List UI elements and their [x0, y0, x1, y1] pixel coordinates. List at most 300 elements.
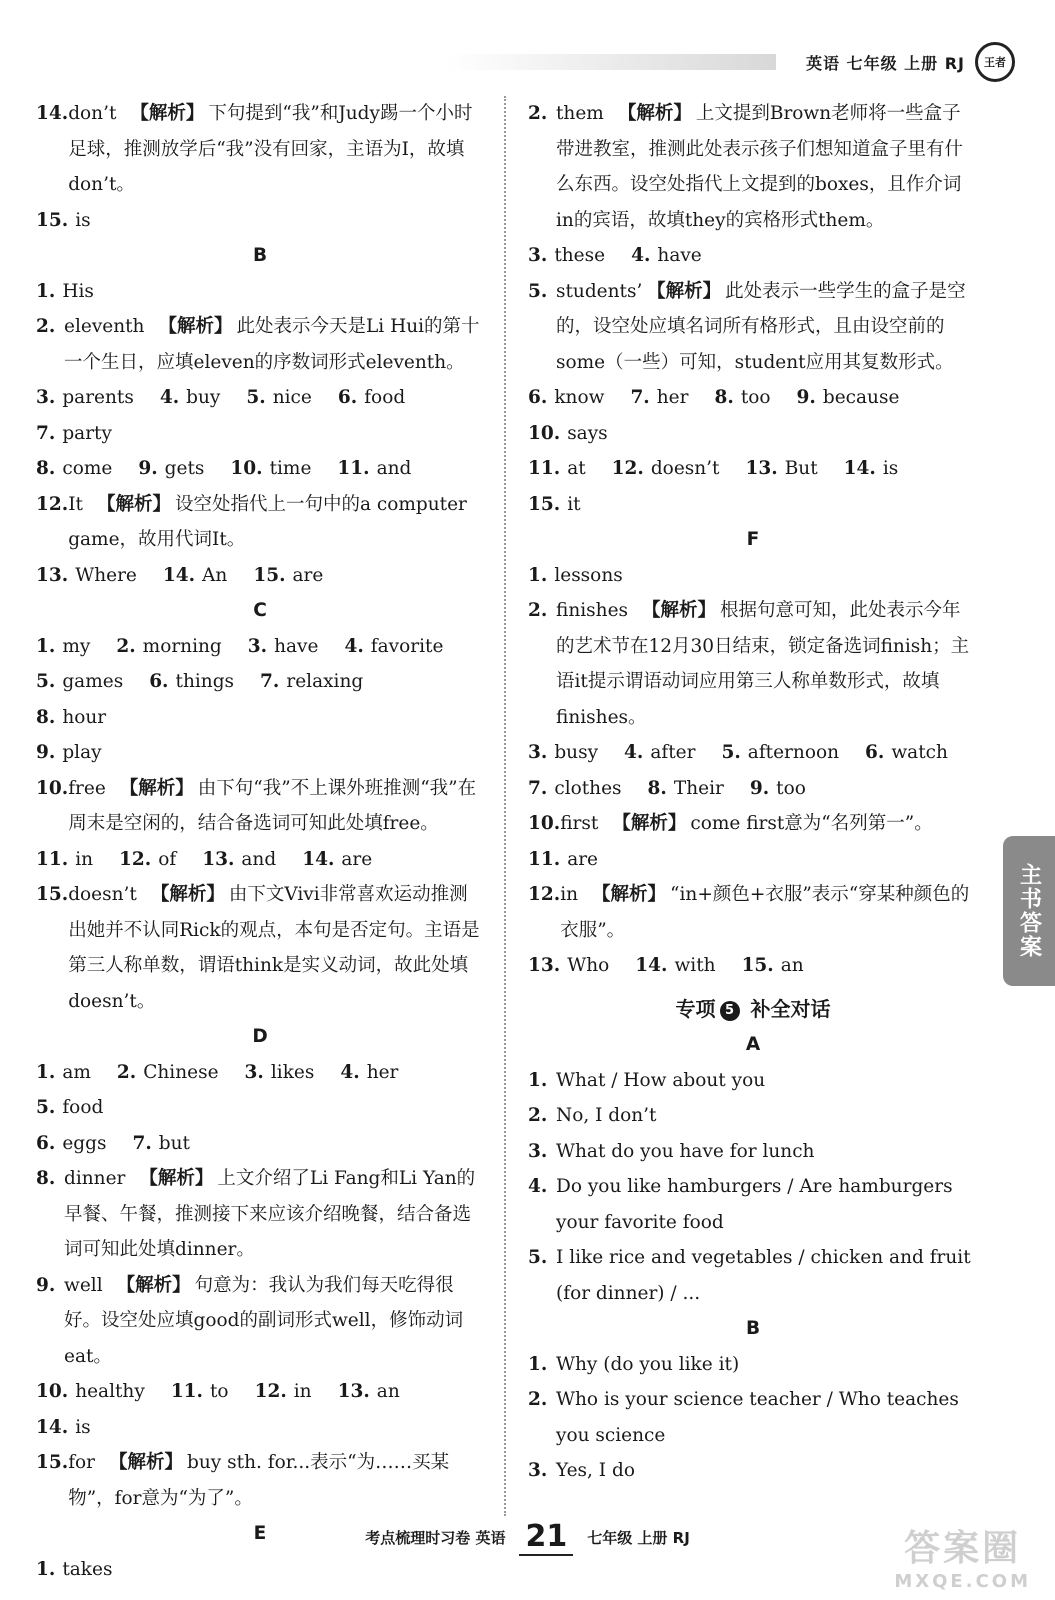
question-number: 1.	[528, 564, 548, 586]
answer-entry	[36, 309, 484, 380]
answer-text: too	[740, 387, 771, 408]
analysis-text: 设空处指代上一句中的a computer game，故用代词It。	[68, 493, 467, 550]
entry-body	[556, 1347, 978, 1383]
entry-body	[68, 487, 484, 558]
answer-entry	[528, 274, 978, 381]
question-number: 8.	[714, 387, 734, 408]
answer-text: gets	[164, 458, 205, 479]
question-number: 2.	[116, 635, 136, 657]
answer-text: students’	[556, 280, 643, 302]
answer-item	[528, 842, 598, 878]
question-number: 7.	[528, 777, 548, 799]
question-number: 4.	[344, 635, 364, 657]
answer-line	[36, 274, 484, 310]
analysis-tag: 【解析】	[130, 103, 205, 124]
answer-text: eggs	[62, 1132, 107, 1154]
question-number: 4.	[624, 742, 644, 763]
question-number: 3.	[528, 245, 548, 266]
topic-prefix: 专项	[675, 996, 716, 1021]
analysis-tag: 【解析】	[656, 280, 722, 302]
question-number: 7.	[260, 671, 280, 692]
answer-entry	[36, 96, 484, 203]
question-number: 10.	[528, 813, 561, 834]
answer-text: of	[158, 848, 177, 870]
answer-text: to	[210, 1381, 229, 1402]
answer-item	[116, 629, 221, 665]
answer-line	[36, 203, 484, 239]
answer-line	[528, 771, 978, 807]
question-number: 13.	[528, 955, 561, 976]
answer-item	[528, 771, 622, 807]
answer-text: after	[650, 742, 696, 763]
question-number: 1.	[36, 635, 56, 657]
section-heading: F	[746, 529, 760, 550]
analysis-text: 句意为：我认为我们每天吃得很好。设空处应填good的副词形式well，修饰动词eat。	[64, 1274, 464, 1367]
answer-item	[528, 238, 605, 274]
analysis-tag: 【解析】	[642, 600, 717, 621]
answer-text: nice	[272, 387, 312, 408]
section-heading: D	[252, 1026, 268, 1047]
answer-text: Who is your science teacher / Who teaches you science	[556, 1389, 959, 1446]
answer-text: too	[776, 777, 806, 799]
question-number: 2.	[528, 1105, 548, 1126]
brand-logo-text: 王者	[984, 56, 1006, 69]
answer-text: don’t	[68, 103, 117, 124]
answer-text: It	[68, 493, 83, 515]
answer-item	[340, 1055, 398, 1091]
answer-line	[36, 842, 484, 878]
entry-body	[68, 877, 484, 1019]
section-heading: B	[252, 245, 268, 266]
answer-line	[528, 558, 978, 594]
answer-item	[246, 380, 311, 416]
answer-item	[36, 1090, 103, 1126]
analysis-text: 下句提到“我”和Judy踢一个小时足球，推测放学后“我”没有回家，主语为I，故填don’t。	[68, 103, 473, 195]
entry-body	[556, 1453, 978, 1489]
answer-text: lessons	[554, 564, 623, 586]
answer-text: hour	[62, 706, 107, 728]
answer-item	[750, 771, 806, 807]
answer-item	[36, 203, 91, 239]
answer-text: time	[269, 458, 312, 479]
answer-item	[528, 735, 598, 771]
answer-text: for	[68, 1452, 96, 1473]
question-number: 1.	[528, 1353, 548, 1375]
answer-text: are	[341, 848, 373, 870]
question-number: 7.	[630, 387, 650, 408]
answer-item	[865, 735, 948, 771]
answer-text: well	[64, 1274, 103, 1296]
entry-body	[556, 1134, 978, 1170]
analysis-tag: 【解析】	[109, 1452, 184, 1473]
question-number: 5.	[528, 280, 548, 302]
question-number: 2.	[528, 103, 548, 124]
answer-line	[528, 451, 978, 522]
answer-text: is	[75, 209, 91, 231]
answer-entry	[528, 593, 978, 735]
answer-item	[528, 948, 609, 984]
answer-line	[36, 451, 484, 487]
analysis-text: “in+颜色+衣服”表示“穿某种颜色的衣服”。	[560, 884, 970, 941]
answer-item	[253, 558, 323, 594]
question-number: 15.	[528, 493, 561, 515]
analysis-text: 此处表示一些学生的盒子是空的，设空处应填名词所有格形式，且由设空前的some（一些）可知，student应用其复数形式。	[556, 280, 966, 373]
question-number: 13.	[745, 458, 778, 479]
answer-item	[528, 380, 604, 416]
question-number: 11.	[170, 1381, 203, 1402]
footer-book-title: 考点梳理时习卷 英语	[365, 1529, 506, 1547]
answer-item	[36, 451, 112, 487]
answer-text: takes	[62, 1558, 113, 1580]
answer-item	[528, 487, 581, 523]
answer-entry	[36, 1161, 484, 1268]
answer-entry	[528, 877, 978, 948]
answer-item	[36, 842, 93, 878]
answer-text: things	[175, 671, 235, 692]
left-column	[36, 96, 484, 1587]
answer-item	[36, 664, 123, 700]
answer-text: food	[62, 1097, 104, 1118]
analysis-text: 由下句“我”不上课外班推测“我”在周末是空闲的，结合备选词可知此处填free。	[68, 777, 477, 834]
answer-text: am	[62, 1061, 91, 1083]
question-number: 13.	[337, 1381, 370, 1402]
answer-item	[36, 629, 90, 665]
answer-item	[624, 735, 695, 771]
answer-line	[528, 735, 978, 771]
answer-item	[36, 1552, 112, 1588]
entry-body	[68, 1445, 484, 1516]
analysis-tag: 【解析】	[612, 813, 687, 834]
answer-text: favorite	[370, 635, 444, 657]
answer-text: her	[656, 387, 689, 408]
answer-item	[245, 1055, 315, 1091]
brand-logo-icon	[975, 42, 1015, 82]
answer-item	[844, 451, 899, 487]
page-number: 21	[519, 1519, 573, 1556]
question-number: 12.	[119, 848, 152, 870]
answer-entry	[36, 1445, 484, 1516]
answer-text: says	[567, 422, 608, 444]
question-number: 1.	[36, 280, 56, 302]
answer-text: it	[567, 493, 581, 515]
answer-text: come	[62, 458, 113, 479]
answer-text: busy	[554, 742, 599, 763]
question-number: 15.	[36, 1452, 69, 1473]
entry-body	[556, 1169, 978, 1240]
answer-item	[160, 380, 221, 416]
answer-item	[36, 558, 137, 594]
answer-item	[119, 842, 176, 878]
question-number: 2.	[528, 600, 548, 621]
question-number: 14.	[36, 1416, 69, 1438]
entry-body	[68, 96, 484, 203]
question-number: 5.	[528, 1247, 548, 1268]
entry-body	[556, 1240, 978, 1311]
question-number: 7.	[36, 422, 56, 444]
question-number: 3.	[36, 387, 56, 408]
answer-line	[36, 1552, 484, 1588]
answer-item	[36, 1410, 91, 1446]
answer-entry	[36, 771, 484, 842]
answer-text: is	[882, 458, 899, 479]
question-number: 6.	[528, 387, 548, 408]
answer-item	[714, 380, 770, 416]
answer-text: and	[241, 848, 277, 870]
header-title: 英语 七年级 上册 RJ	[806, 53, 965, 73]
question-number: 9.	[36, 1274, 56, 1296]
question-number: 6.	[36, 1132, 56, 1154]
answer-text: Where	[75, 564, 137, 586]
answer-text: food	[364, 387, 406, 408]
page-header	[806, 40, 1015, 84]
right-column	[528, 96, 978, 1489]
analysis-text: 上文介绍了Li Fang和Li Yan的早餐、午餐，推测接下来应该介绍晚餐，结合备选词可知此处填dinner。	[64, 1168, 476, 1260]
answer-item	[163, 558, 227, 594]
answer-text: Their	[673, 777, 724, 799]
question-number: 1.	[528, 1069, 548, 1091]
answer-text: in	[560, 884, 579, 905]
watermark-url: MXQE.COM	[894, 1571, 1031, 1592]
question-number: 4.	[159, 387, 180, 408]
question-number: 5.	[36, 671, 56, 692]
answer-text: first	[560, 813, 599, 834]
answer-line	[36, 629, 484, 665]
answer-text: and	[376, 458, 412, 479]
analysis-text: come first意为“名列第一”。	[690, 813, 933, 834]
section-heading: A	[745, 1034, 761, 1055]
answer-line	[36, 1055, 484, 1126]
answer-item	[36, 1055, 91, 1091]
question-number: 15.	[36, 209, 69, 231]
question-number: 9.	[796, 387, 816, 408]
answer-text: morning	[142, 635, 222, 657]
answer-entry	[36, 1268, 484, 1375]
question-number: 10.	[230, 458, 263, 479]
analysis-tag: 【解析】	[592, 884, 667, 905]
answer-item	[528, 558, 623, 594]
answer-text: are	[567, 848, 599, 870]
answer-line	[36, 1374, 484, 1445]
analysis-tag: 【解析】	[119, 777, 194, 799]
answer-text: afternoon	[747, 742, 840, 763]
answer-entry	[528, 1098, 978, 1134]
answer-text: at	[567, 458, 586, 479]
answer-text: are	[292, 564, 324, 586]
entry-body	[556, 1382, 978, 1453]
question-number: 6.	[865, 742, 885, 763]
side-tab: 主书答案	[1003, 836, 1055, 986]
question-number: 13.	[202, 848, 235, 870]
answer-text: my	[62, 635, 91, 657]
question-number: 9.	[138, 458, 158, 479]
question-number: 8.	[647, 777, 667, 799]
question-number: 14.	[162, 564, 196, 586]
answer-text: His	[62, 280, 94, 302]
answer-text: because	[822, 387, 900, 408]
answer-item	[797, 380, 900, 416]
answer-line	[528, 380, 978, 451]
answer-text: games	[62, 671, 124, 692]
answer-item	[528, 416, 608, 452]
answer-item	[721, 735, 839, 771]
question-number: 5.	[246, 387, 266, 408]
answer-item	[36, 1126, 106, 1162]
answer-text: an	[780, 955, 804, 976]
question-number: 10.	[36, 1381, 69, 1402]
answer-text: in	[75, 848, 94, 870]
analysis-text: 由下文Vivi非常喜欢运动推测出她并不认同Rick的观点，本句是否定句。主语是第三人称单数，谓语think是实义动词，故此处填doesn’t。	[68, 884, 480, 1012]
answer-text: in	[293, 1381, 312, 1402]
answer-text: clothes	[554, 777, 622, 799]
analysis-text: 根据句意可知，此处表示今年的艺术节在12月30日结束，锁定备选词finish；主语it提示谓语动词应用第三人称单数形式，故填finishes。	[556, 600, 970, 728]
footer-grade: 七年级 上册 RJ	[587, 1529, 690, 1547]
question-number: 8.	[36, 1168, 56, 1189]
answer-text: doesn’t	[68, 884, 137, 905]
answer-text: eleventh	[64, 316, 145, 337]
answer-text: What / How about you	[556, 1069, 766, 1091]
question-number: 9.	[749, 777, 770, 799]
answer-text: party	[62, 422, 112, 444]
answer-text: have	[657, 245, 702, 266]
answer-text: Chinese	[143, 1061, 219, 1083]
answer-item	[631, 238, 702, 274]
answer-line	[36, 735, 484, 771]
question-number: 3.	[244, 1061, 264, 1083]
question-number: 4.	[340, 1061, 360, 1083]
question-number: 3.	[247, 635, 268, 657]
answer-text: But	[784, 458, 818, 479]
answer-item	[260, 664, 363, 700]
answer-item	[230, 451, 311, 487]
entry-body	[64, 309, 484, 380]
question-number: 12.	[254, 1381, 287, 1402]
answer-item	[138, 451, 204, 487]
analysis-text: 上文提到Brown老师将一些盒子带进教室，推测此处表示孩子们想知道盒子里有什么东西。设空处指代上文提到的boxes，且作介词in的宾语，故填they的宾格形式them。	[556, 103, 964, 231]
answer-text: An	[202, 564, 228, 586]
answer-entry	[528, 806, 978, 842]
question-number: 12.	[528, 884, 561, 905]
answer-text: buy	[186, 387, 221, 408]
answer-item	[630, 380, 688, 416]
answer-line	[36, 1126, 484, 1162]
answer-item	[648, 771, 724, 807]
entry-body	[560, 877, 978, 948]
answer-item	[338, 1374, 400, 1410]
answer-line	[36, 558, 484, 594]
question-number: 3.	[528, 1140, 548, 1162]
entry-body	[556, 593, 978, 735]
question-number: 4.	[631, 245, 651, 266]
analysis-tag: 【解析】	[139, 1168, 214, 1189]
question-number: 4.	[528, 1176, 548, 1197]
answer-entry	[528, 1134, 978, 1170]
question-number: 11.	[528, 848, 561, 870]
question-number: 1.	[36, 1558, 56, 1580]
answer-line	[528, 238, 978, 274]
answer-item	[255, 1374, 312, 1410]
answer-text: relaxing	[286, 671, 364, 692]
topic-number: 5	[720, 1001, 740, 1021]
answer-line	[528, 948, 978, 984]
entry-body	[64, 1268, 484, 1375]
answer-item	[746, 451, 818, 487]
question-number: 14.	[635, 955, 668, 976]
answer-item	[338, 380, 405, 416]
topic-heading	[528, 992, 978, 1028]
answer-entry	[528, 1453, 978, 1489]
answer-text: know	[554, 387, 605, 408]
question-number: 10.	[528, 422, 561, 444]
question-number: 15.	[253, 564, 286, 586]
answer-text: Who	[567, 955, 610, 976]
answer-text: play	[62, 742, 102, 763]
watermark	[894, 1520, 1031, 1592]
question-number: 5.	[721, 742, 741, 763]
answer-item	[742, 948, 804, 984]
answer-item	[36, 700, 106, 736]
question-number: 3.	[528, 742, 548, 763]
question-number: 10.	[36, 777, 69, 799]
question-number: 8.	[36, 458, 56, 479]
question-number: 13.	[36, 564, 69, 586]
answer-item	[171, 1374, 229, 1410]
question-number: 11.	[36, 848, 69, 870]
answer-text: but	[158, 1132, 190, 1154]
question-number: 8.	[36, 706, 56, 728]
analysis-tag: 【解析】	[150, 884, 225, 905]
answer-text: Yes, I do	[556, 1460, 635, 1481]
column-divider	[504, 96, 506, 1516]
analysis-tag: 【解析】	[96, 493, 171, 515]
entry-body	[560, 806, 978, 842]
topic-title: 补全对话	[743, 996, 831, 1021]
analysis-text: 此处表示今天是Li Hui的第十一个生日，应填eleven的序数词形式eleventh。	[64, 316, 480, 373]
answer-item	[36, 274, 94, 310]
entry-body	[556, 96, 978, 238]
answer-text: have	[274, 635, 319, 657]
entry-body	[556, 274, 978, 381]
entry-body	[64, 1161, 484, 1268]
answer-item	[612, 451, 720, 487]
question-number: 12.	[36, 493, 69, 515]
question-number: 11.	[337, 458, 370, 479]
answer-line	[36, 664, 484, 735]
answer-line	[528, 842, 978, 878]
answer-line	[36, 380, 484, 451]
analysis-tag: 【解析】	[116, 1274, 191, 1296]
question-number: 9.	[36, 742, 56, 763]
answer-text: watch	[891, 742, 948, 763]
answer-item	[36, 380, 134, 416]
answer-entry	[528, 1169, 978, 1240]
entry-body	[556, 1098, 978, 1134]
answer-item	[302, 842, 372, 878]
answer-text: an	[376, 1381, 400, 1402]
answer-item	[36, 735, 102, 771]
question-number: 3.	[528, 1460, 548, 1481]
answer-item	[149, 664, 234, 700]
question-number: 14.	[36, 103, 69, 124]
answer-text: finishes	[556, 600, 629, 621]
entry-body	[556, 1063, 978, 1099]
answer-text: these	[554, 245, 606, 266]
question-number: 14.	[843, 458, 876, 479]
answer-item	[117, 1055, 219, 1091]
answer-item	[248, 629, 319, 665]
answer-text: parents	[62, 387, 134, 408]
question-number: 12.	[611, 458, 644, 479]
answer-entry	[528, 96, 978, 238]
